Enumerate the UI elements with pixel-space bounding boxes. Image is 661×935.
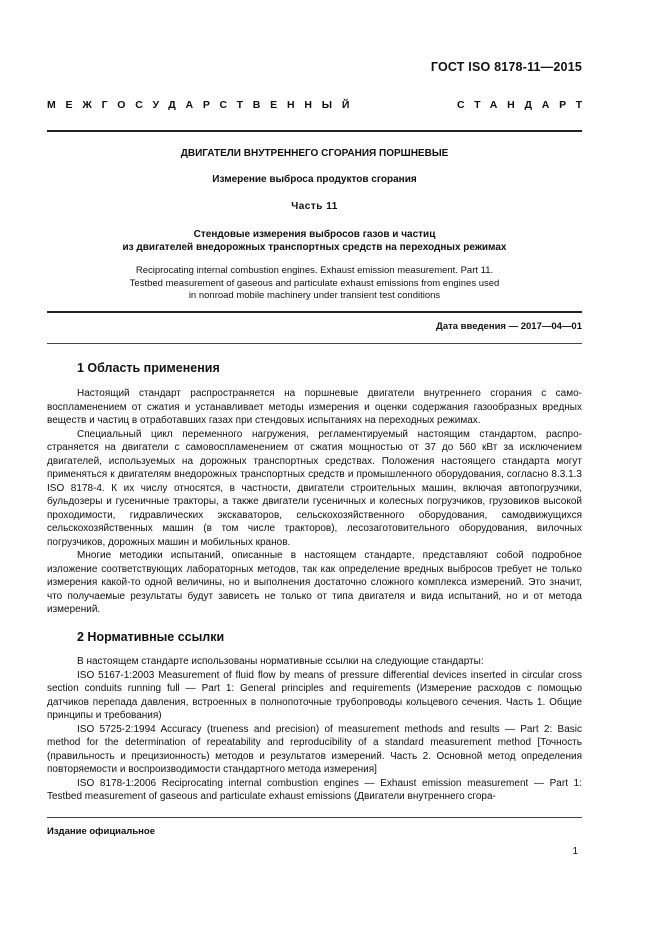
date-divider xyxy=(47,343,582,344)
document-subtitle: Измерение выброса продуктов сгорания xyxy=(212,174,417,185)
official-edition-label: Издание официальное xyxy=(47,826,155,837)
section-2-body xyxy=(47,655,582,804)
english-title-line-2: Testbed measurement of gaseous and particulate exhaust emissions from engines used xyxy=(129,277,500,289)
part-title-line-1: Стендовые измерения выбросов газов и частиц xyxy=(193,229,436,240)
reference-item: ISO 8178-1:2006 Reciprocating internal combustion engines — Exhaust emission measurement — Part 1: Testbed measurement of gaseous and particulate exhaust emissions (Двигатели внутреннего сгора- xyxy=(47,777,582,802)
interstate-standard-banner xyxy=(47,99,592,111)
paragraph: Многие методики испытаний, описанные в настоящем стандарте, представляют собой подробное изложение соответствующих лабораторных методов, так как определение вредных выбросов требует не только измерения какой-то одной величины, но и выполнения достаточно сложного комплекса измерений. Это значит, что получаемые результаты будут зависеть не только от типа двигателя и вида испытаний, но и от метода измерений. xyxy=(47,550,582,615)
reference-item: ISO 5167-1:2003 Measurement of fluid flow by means of pressure differential devices inserted in circular cross section conduits running full — Part 1: General principles and requirements (Измерение расходов с помощью датчиков перепада давления, встроенных в полнопоточные трубопроводы кольцевого сечения. Часть 1. Общие принципы и требования) xyxy=(47,669,582,721)
paragraph: Настоящий стандарт распространяется на поршневые двигатели внутреннего сгорания с самовоспламенением от сжатия и устанавливает методы измерения и оценки содержания газообразных вредных веществ и частиц в отработавших газах при стендовых испытаниях на переходных режимах. xyxy=(47,388,582,426)
section-2-heading: 2 Нормативные ссылки xyxy=(77,630,225,644)
standard-label: СТАНДАРТ xyxy=(457,99,592,111)
footer-divider xyxy=(47,817,582,818)
page-number: 1 xyxy=(572,846,578,857)
english-title xyxy=(47,265,582,303)
introduction-date: Дата введения — 2017—04—01 xyxy=(436,321,582,332)
section-1-heading: 1 Область применения xyxy=(77,361,220,375)
standard-id: ГОСТ ISO 8178-11—2015 xyxy=(430,60,582,74)
header-divider xyxy=(47,130,582,132)
part-title-line-2: из двигателей внедорожных транспортных средств на переходных режимах xyxy=(122,242,507,253)
section-1-body xyxy=(47,387,582,617)
document-part-title xyxy=(47,228,582,254)
interstate-label: МЕЖГОСУДАРСТВЕННЫЙ xyxy=(47,99,360,111)
reference-item: ISO 5725-2:1994 Accuracy (trueness and precision) of measurement methods and results — Part 2: Basic method for the determination of repeatability and reproducibility of a standard measurement method [Точность (правильность и прецизионность) методов и результатов измерений. Часть 2. Основной метод определения повторяемости и воспроизводимости стандартного метода измерения] xyxy=(47,723,582,775)
english-title-line-1: Reciprocating internal combustion engines. Exhaust emission measurement. Part 11. xyxy=(135,265,494,276)
paragraph: Специальный цикл переменного нагружения, регламентируемый настоящим стандартом, распространяется на двигатели с самовоспламенением от сжатия мощностью от 37 до 560 кВт за исключением двигателей, используемых на дорожных транспортных средствах. Положения настоящего стандарта могут применяться к двигателям внедорожных транспортных средств и промышленного оборудования, согласно 8.3.1.3 ISO 8178-4. К их числу относятся, в частности, двигатели строительных машин, включая автопогрузчики, бульдозеры и гусеничные тракторы, а также двигатели гусеничных и колесных погрузчиков, грузовиков высокой проходимости, гидравлических экскаваторов, сельскохозяйственного оборудования, самодвижущихся сельскохозяйственных машин (в том числе тракторов), лесозаготовительного оборудования, вилочных погрузчиков, дорожных машин и мобильных кранов. xyxy=(47,428,582,548)
english-title-line-3: in nonroad mobile machinery under transient test conditions xyxy=(188,290,441,301)
document-part: Часть 11 xyxy=(291,201,338,212)
title-divider xyxy=(47,311,582,313)
paragraph: В настоящем стандарте использованы нормативные ссылки на следующие стандарты: xyxy=(77,656,484,667)
document-title: ДВИГАТЕЛИ ВНУТРЕННЕГО СГОРАНИЯ ПОРШНЕВЫЕ xyxy=(180,148,449,159)
